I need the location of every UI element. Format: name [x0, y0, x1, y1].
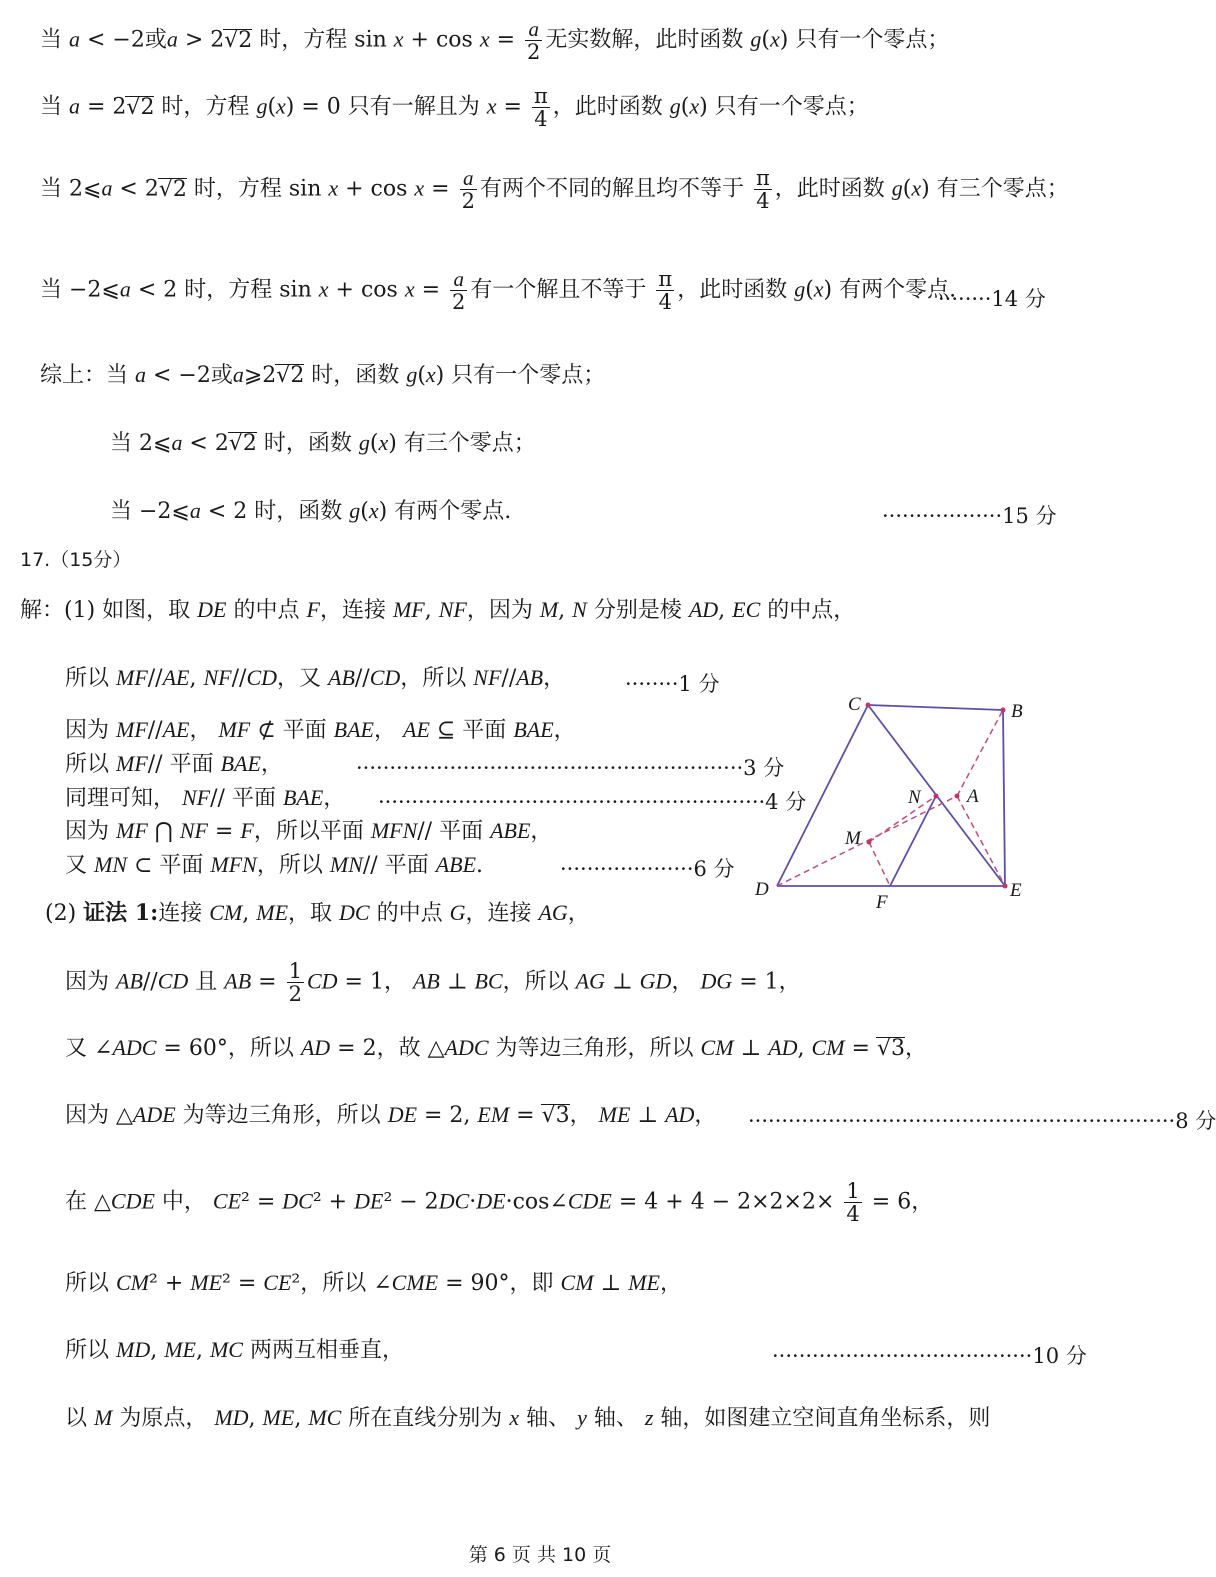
text-line-3: 当 2⩽a < 2√2 时，方程 sin x + cos x = $\frac{a}{2}$ 有两个不同的解且均不等于 $\frac{\pi}{4}$ ，此时函数 g(x) 有三个零点；: [40, 166, 1069, 214]
score-8: ································································8 分: [748, 1109, 1216, 1133]
dash-MF: [869, 842, 890, 886]
score-1: ········1 分: [625, 672, 720, 696]
text-line-6: 当 2⩽a < 2√2 时，函数 g(x) 有三个零点；: [110, 430, 536, 456]
text-line-16: (2) 证法 1:连接 CM, ME，取 DC 的中点 G，连接 AG，: [45, 900, 590, 926]
edge-CD: [777, 705, 868, 886]
text-line-15: 又 MN ⊂ 平面 MFN，所以 MN// 平面 ABE.: [65, 852, 484, 878]
label-M: M: [845, 828, 861, 849]
text-line-7: 当 −2⩽a < 2 时，函数 g(x) 有两个零点.: [110, 498, 512, 524]
score-10: ·······································10 分: [772, 1344, 1087, 1368]
score-14: ········14 分: [938, 287, 1046, 311]
page-footer: 第 6 页 共 10 页: [468, 1544, 612, 1566]
score-6: ····················6 分: [560, 857, 735, 881]
label-N: N: [908, 787, 921, 808]
text-line-18: 又 ∠ADC = 60°，所以 AD = 2，故 △ADC 为等边三角形，所以 CM ⊥ AD, CM = √3，: [65, 1035, 927, 1061]
text-line-23: 以 M 为原点， MD, ME, MC 所在直线分别为 x 轴、 y 轴、 z 轴，如图建立空间直角坐标系，则: [65, 1405, 991, 1431]
text-line-2: 当 a = 2√2 时，方程 g(x) = 0 只有一解且为 x = $\frac{\pi}{4}$ ，此时函数 g(x) 只有一个零点；: [40, 84, 869, 132]
dash-MN: [869, 796, 936, 842]
edge-CB: [868, 705, 1003, 710]
text-line-22: 所以 MD, ME, MC 两两互相垂直，: [65, 1337, 404, 1363]
text-line-1: 当 a < −2或a > 2√2 时，方程 sin x + cos x = $\frac{a}{2}$ 无实数解，此时函数 g(x) 只有一个零点；: [40, 17, 950, 65]
text-line-4: 当 −2⩽a < 2 时，方程 sin x + cos x = $\frac{a}{2}$ 有一个解且不等于 $\frac{\pi}{4}$ ，此时函数 g(x) 有两个零点.: [40, 267, 957, 315]
text-line-13: 同理可知， NF// 平面 BAE，: [65, 785, 346, 811]
text-line-11: 因为 MF//AE， MF ⊄ 平面 BAE， AE ⊆ 平面 BAE，: [65, 717, 576, 743]
text-line-17: 因为 AB//CD 且 AB = $\frac{1}{2}$ CD = 1， AB ⊥ BC，所以 AG ⊥ GD， DG = 1，: [65, 959, 801, 1007]
text-line-14: 因为 MF ⋂ NF = F，所以平面 MFN// 平面 ABE，: [65, 818, 553, 844]
label-F: F: [876, 892, 888, 913]
dash-AB: [957, 710, 1003, 796]
label-A: A: [967, 786, 979, 807]
geometry-figure: [745, 690, 1045, 915]
label-B: B: [1011, 701, 1023, 722]
text-line-10: 所以 MF//AE, NF//CD，又 AB//CD，所以 NF//AB，: [65, 665, 566, 691]
label-E: E: [1010, 880, 1022, 901]
text-line-21: 所以 CM² + ME² = CE²，所以 ∠CME = 90°，即 CM ⊥ ME，: [65, 1270, 682, 1296]
label-D: D: [755, 879, 769, 900]
text-line-12: 所以 MF// 平面 BAE，: [65, 751, 283, 777]
score-4: ··························································4 分: [378, 790, 807, 814]
text-line-20: 在 △CDE 中， CE² = DC² + DE² − 2DC·DE·cos∠CDE = 4 + 4 − 2×2×2× $\frac{1}{4}$ = 6，: [65, 1179, 934, 1227]
score-15: ··················15 分: [882, 504, 1057, 528]
text-line-19: 因为 △ADE 为等边三角形，所以 DE = 2, EM = √3， ME ⊥ AD，: [65, 1102, 717, 1128]
problem-number: 17.（15分）: [20, 549, 132, 571]
score-3: ··························································3 分: [356, 756, 785, 780]
edge-BE: [1003, 710, 1005, 886]
text-line-9: 解：(1) 如图，取 DE 的中点 F，连接 MF, NF，因为 M, N 分别是棱 AD, EC 的中点，: [20, 597, 856, 623]
text-line-5: 综上：当 a < −2或a⩾2√2 时，函数 g(x) 只有一个零点；: [40, 362, 606, 388]
dash-AE: [957, 796, 1005, 886]
label-C: C: [848, 694, 861, 715]
